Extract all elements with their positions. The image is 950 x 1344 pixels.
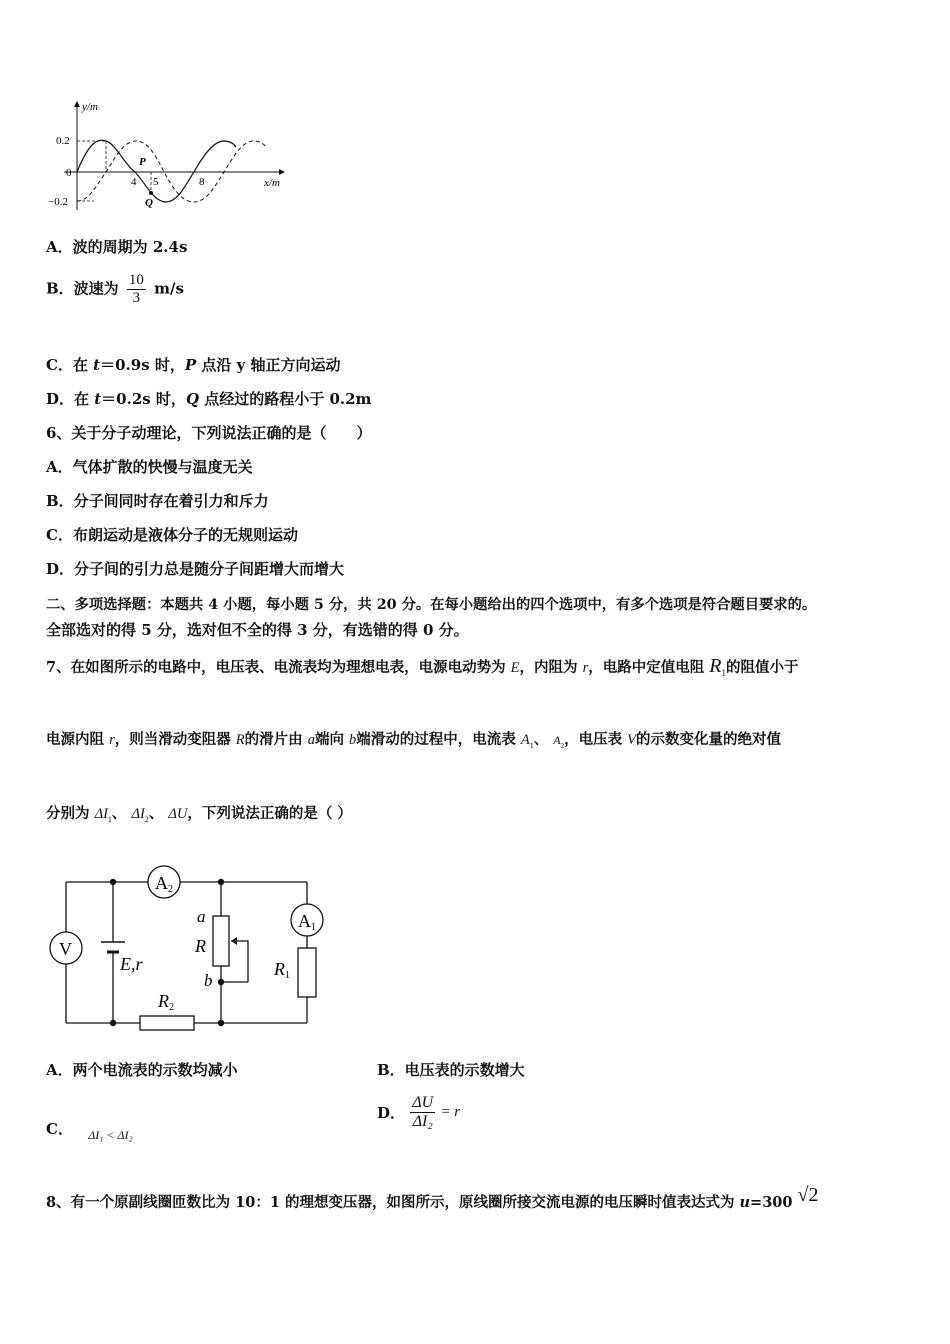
x-tick-4: 4 <box>131 176 137 188</box>
junction-bottom-rheostat <box>218 1020 224 1026</box>
junction-end-b <box>218 979 224 985</box>
q7-text: ，则当滑动变阻器 <box>114 731 231 748</box>
symbol-q: Q <box>185 390 200 408</box>
y-axis-label: y/m <box>82 101 98 113</box>
q5-option-a: A．波的周期为 2.4s <box>46 238 188 256</box>
symbol-r: R <box>235 732 245 748</box>
q5-option-b <box>46 272 184 307</box>
section2-line2: 全部选对的得 5 分，选对但不全的得 3 分，有选错的得 0 分。 <box>46 621 469 639</box>
sqrt-2: √2 <box>797 1184 819 1206</box>
x-tick-8: 8 <box>199 176 205 188</box>
r2-label: R2 <box>158 991 174 1013</box>
source-label: E,r <box>120 954 143 974</box>
point-q <box>149 191 153 195</box>
fraction-numerator: ΔU <box>412 1094 434 1111</box>
x-tick-5: 5 <box>153 176 159 188</box>
fraction-10-3 <box>127 272 146 307</box>
q7-text: 端滑动的过程中，电流表 <box>356 731 516 748</box>
symbol-p: P <box>184 356 197 374</box>
q8-stem <box>46 1184 819 1213</box>
symbol-v: V <box>627 732 637 748</box>
q7-option-c <box>46 1118 133 1142</box>
symbol-delta-i2: ΔI <box>131 806 145 822</box>
subscript-2: 2 <box>560 741 565 750</box>
symbol-t: t <box>93 356 101 374</box>
q5-d-text: ＝0.2s 时， <box>101 390 186 408</box>
option-c-formula: ΔI₁ < ΔI₂ <box>88 1128 133 1142</box>
subscript-1: 1 <box>107 814 112 824</box>
fraction-denominator: ΔI₂ <box>412 1113 433 1130</box>
q7-line3 <box>46 802 352 824</box>
q7-text: 的滑片由 <box>244 731 303 748</box>
subscript-2: 2 <box>144 814 149 824</box>
symbol-t: t <box>94 390 102 408</box>
q5-d-text: 点经过的路程小于 0.2m <box>199 390 372 408</box>
q5-option-b-unit: m/s <box>154 279 184 298</box>
circuit-diagram <box>44 860 334 1040</box>
q7-text: 端向 <box>314 731 344 748</box>
junction-top-source <box>110 879 116 885</box>
q7-option-d <box>377 1094 460 1131</box>
q5-d-text: D．在 <box>46 390 95 408</box>
q5-option-b-prefix: B．波速为 <box>46 279 119 298</box>
symbol-delta-u: ΔU <box>168 806 188 822</box>
separator: 、 <box>148 805 164 822</box>
q5-c-text: ＝0.9s 时， <box>100 356 185 374</box>
resistor-r2-body <box>140 1016 194 1030</box>
q7-text: 电源内阻 <box>46 731 104 748</box>
q6-option-d: D．分子间的引力总是随分子间距增大而增大 <box>46 560 345 578</box>
symbol-r: r <box>109 732 115 748</box>
q7-text: ，电压表 <box>564 731 623 748</box>
r1-label: R1 <box>274 959 290 981</box>
fraction-du-di2 <box>410 1094 435 1131</box>
q7-text: 分别为 <box>46 805 90 822</box>
rheostat-slider <box>231 941 248 982</box>
symbol-r1: R <box>709 655 722 677</box>
q7-text: ，电路中定值电阻 <box>588 659 705 676</box>
end-b-label: b <box>204 971 213 990</box>
q8-text: 8、有一个原副线圈匝数比为 10：1 的理想变压器，如图所示，原线圈所接交流电源的电压瞬时值表达式为 <box>46 1194 740 1211</box>
subscript-1: 1 <box>529 740 534 750</box>
q6-option-a: A．气体扩散的快慢与温度无关 <box>46 458 253 476</box>
rheostat-body <box>213 916 229 966</box>
y-tick-bottom: −0.2 <box>48 196 68 208</box>
symbol-e: E <box>510 660 520 676</box>
symbol-a2: A <box>553 733 561 747</box>
q6-stem: 6、关于分子动理论，下列说法正确的是（ ） <box>46 424 372 442</box>
ammeter-a1-label: A1 <box>298 911 316 933</box>
q6-option-b: B．分子间同时存在着引力和斥力 <box>46 492 269 510</box>
q7-text: ，内阻为 <box>519 659 578 676</box>
q7-line2 <box>46 728 781 750</box>
q5-option-d <box>46 388 371 409</box>
x-axis-label: x/m <box>264 177 280 189</box>
q7-text: 7、在如图所示的电路中，电压表、电流表均为理想电表，电源电动势为 <box>46 659 506 676</box>
q7-option-b: B．电压表的示数增大 <box>377 1061 525 1079</box>
point-p-label: P <box>139 156 146 168</box>
q6-option-c: C．布朗运动是液体分子的无规则运动 <box>46 526 298 544</box>
rheostat-label: R <box>195 936 206 956</box>
section2-line1: 二、多项选择题：本题共 4 小题，每小题 5 分，共 20 分。在每小题给出的四个选项中，有多个选项是符合题目要求的。 <box>46 597 817 613</box>
q7-line1 <box>46 655 799 678</box>
separator: 、 <box>533 731 549 748</box>
solid-wave <box>77 140 236 202</box>
q7-text: ，下列说法正确的是（ ） <box>187 805 352 822</box>
q5-option-c <box>46 354 341 375</box>
option-d-label: D． <box>377 1104 406 1122</box>
q5-c-text: C．在 <box>46 356 94 374</box>
symbol-a1: A <box>520 732 530 748</box>
symbol-delta-i1: ΔI <box>94 806 108 822</box>
y-tick-top: 0.2 <box>56 135 70 147</box>
option-d-rhs: = r <box>440 1104 461 1120</box>
q7-text: 的示数变化量的绝对值 <box>636 731 782 748</box>
fraction-denominator: 3 <box>132 290 141 306</box>
junction-bottom-source <box>110 1020 116 1026</box>
q7-option-a: A．两个电流表的示数均减小 <box>46 1061 238 1079</box>
subscript-1: 1 <box>721 667 727 678</box>
q8-text: =300 <box>750 1194 793 1211</box>
ammeter-a2-label: A2 <box>155 873 173 895</box>
q7-text: 的阻值小于 <box>726 659 799 676</box>
resistor-r1-body <box>298 948 316 997</box>
separator: 、 <box>111 805 127 822</box>
symbol-u: u <box>739 1194 751 1211</box>
voltmeter-label: V <box>59 939 72 959</box>
junction-top-rheostat <box>218 879 224 885</box>
option-c-label: C． <box>46 1120 73 1138</box>
wave-graph <box>44 98 294 216</box>
fraction-numerator: 10 <box>128 272 144 288</box>
symbol-a: a <box>307 732 315 748</box>
symbol-r: r <box>582 660 589 676</box>
q5-c-text: 点沿 y 轴正方向运动 <box>196 356 341 374</box>
symbol-b: b <box>349 732 357 748</box>
end-a-label: a <box>197 907 206 926</box>
y-tick-zero: 0 <box>66 167 72 179</box>
point-q-label: Q <box>145 197 153 209</box>
